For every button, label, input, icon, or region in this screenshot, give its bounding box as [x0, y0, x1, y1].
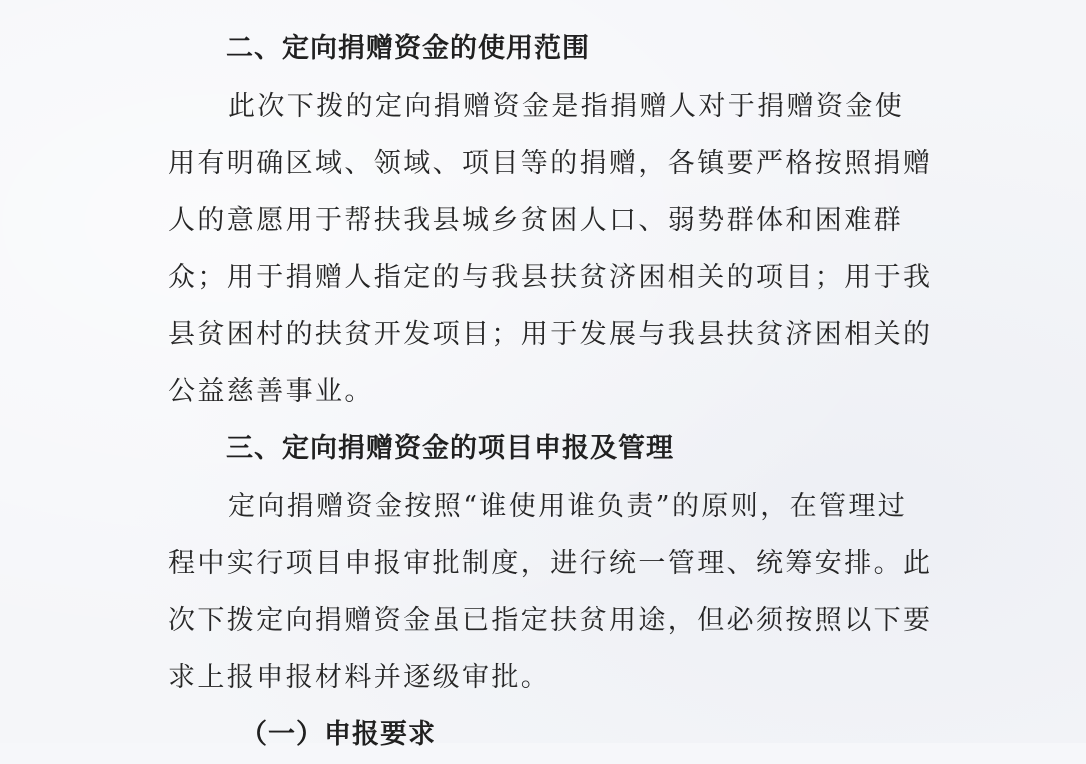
paragraph-line: 此次下拨的定向捐赠资金是指捐赠人对于捐赠资金使 [228, 91, 905, 122]
paragraph-line: 县贫困村的扶贫开发项目；用于发展与我县扶贫济困相关的 [168, 319, 933, 350]
paragraph-line: 程中实行项目申报审批制度，进行统一管理、统筹安排。此 [168, 548, 933, 579]
paragraph-usage-scope [168, 78, 933, 420]
paragraph-line: 定向捐赠资金按照“谁使用谁负责”的原则，在管理过 [228, 491, 908, 522]
paragraph-project-application [168, 478, 933, 706]
section-heading-project-application: 三、定向捐赠资金的项目申报及管理 [226, 433, 674, 464]
paragraph-line: 人的意愿用于帮扶我县城乡贫困人口、弱势群体和困难群 [168, 205, 903, 236]
paragraph-line: 求上报申报材料并逐级审批。 [168, 662, 551, 693]
paragraph-line: 众；用于捐赠人指定的与我县扶贫济困相关的项目；用于我 [168, 262, 933, 293]
paragraph-line: 用有明确区域、领域、项目等的捐赠，各镇要严格按照捐赠 [168, 148, 933, 179]
paragraph-line: 公益慈善事业。 [168, 376, 374, 407]
document-body [168, 20, 933, 764]
subsection-heading-application-requirements: （一）申报要求 [240, 719, 436, 750]
section-heading-usage-scope: 二、定向捐赠资金的使用范围 [226, 33, 590, 64]
paragraph-line: 次下拨定向捐赠资金虽已指定扶贫用途，但必须按照以下要 [168, 605, 933, 636]
